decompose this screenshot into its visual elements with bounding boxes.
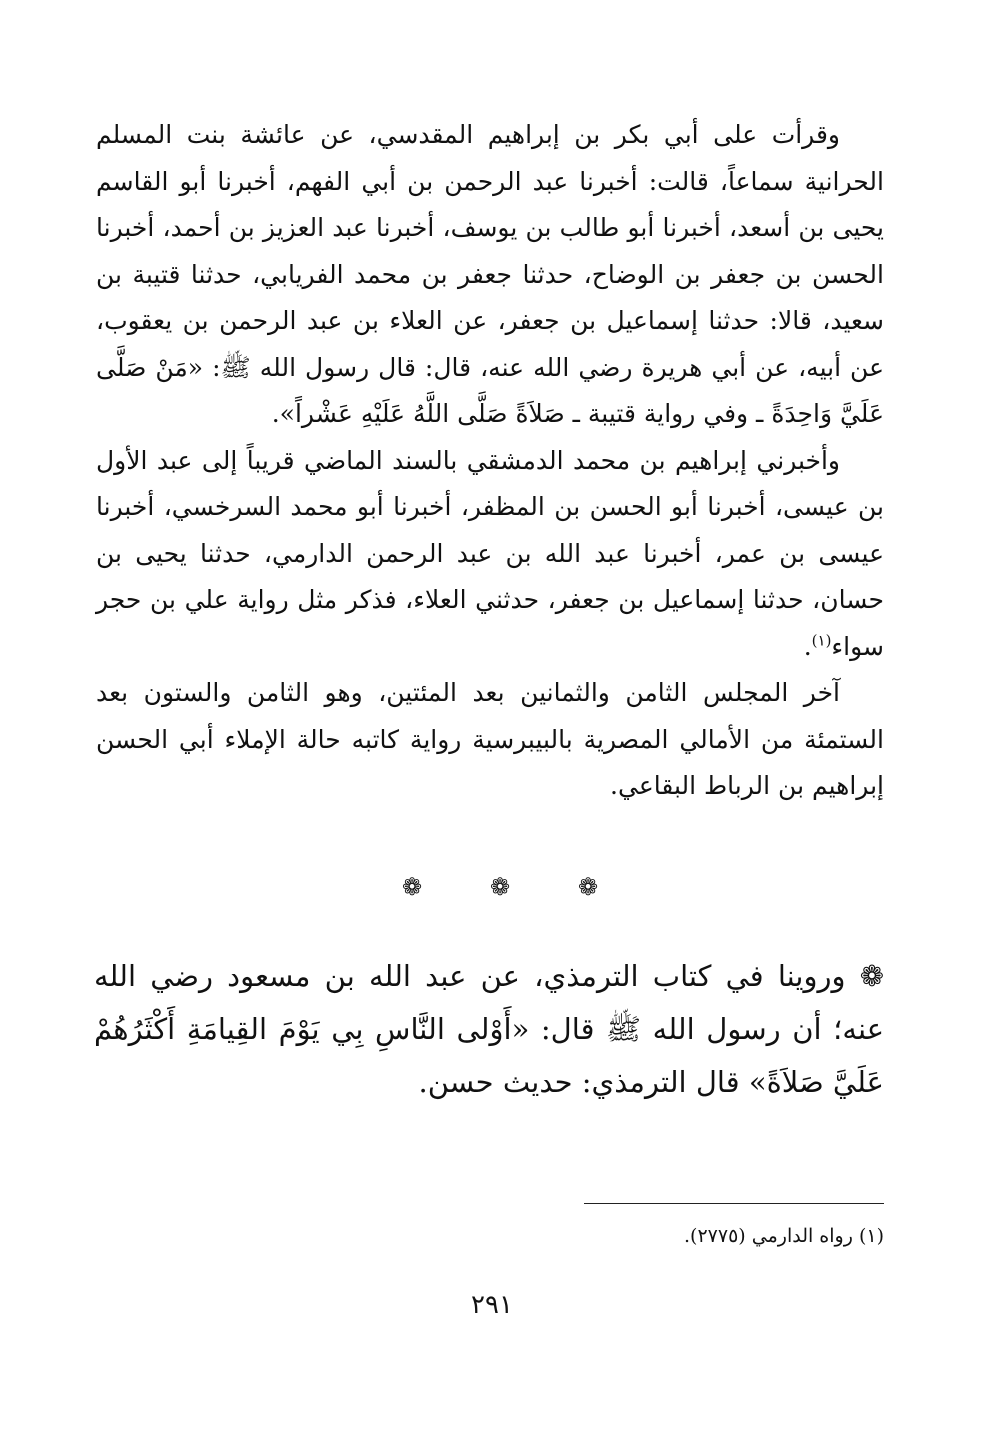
paragraph-1	[96, 112, 884, 438]
paragraph-3: آخر المجلس الثامن والثمانين بعد المئتين، وهو الثامن والستون بعد الستمئة من الأمالي المصرية بالبيبرسية رواية كاتبه حالة الإملاء أبي الحسن إبراهيم بن الرباط البقاعي.	[96, 678, 884, 800]
hadith-grading: قال الترمذي: حديث حسن.	[418, 1065, 749, 1099]
hadith-paragraph	[94, 950, 884, 1109]
footnote-number: (١)	[858, 1225, 884, 1247]
paragraph-2-end: .	[803, 631, 812, 661]
hadith-quote: «أَوْلى النَّاسِ بِي يَوْمَ القِيامَةِ أَكْثَرُهُمْ عَلَيَّ صَلاَةً»	[94, 1012, 884, 1099]
footnote-divider	[584, 1203, 884, 1204]
footnote-text: رواه الدارمي (٢٧٧٥).	[684, 1225, 853, 1247]
separator-ornament-icon: ❁	[401, 873, 423, 901]
paragraph-2	[96, 438, 884, 671]
paragraph-2-text: وأخبرني إبراهيم بن محمد الدمشقي بالسند الماضي قريباً إلى عبد الأول بن عيسى، أخبرنا أبو الحسن بن المظفر، أخبرنا أبو محمد السرخسي، أخبرنا عيسى بن عمر، أخبرنا عبد الله بن عبد الرحمن الدارمي، حدثنا يحيى بن حسان، حدثنا إسماعيل بن جعفر، حدثني العلاء، فذكر مثل رواية علي بن حجر سواء	[96, 445, 884, 661]
page-number: ٢٩١	[471, 1290, 513, 1320]
hadith-quote-part-2: صَلاَةً صَلَّى اللَّهُ عَلَيْهِ عَشْراً»	[279, 399, 565, 428]
footnote-reference[interactable]: (١)	[811, 631, 832, 650]
section-separator	[400, 872, 600, 902]
hadith-section	[94, 950, 884, 1109]
footnote	[96, 1222, 884, 1250]
hadith-marker-icon: ❁	[859, 959, 884, 993]
separator-ornament-icon: ❁	[489, 873, 511, 901]
hadith-intro: وروينا في كتاب الترمذي، عن عبد الله بن مسعود رضي الله عنه؛ أن رسول الله ﷺ قال:	[94, 959, 884, 1046]
paragraph-1-isnad: وقرأت على أبي بكر بن إبراهيم المقدسي، عن عائشة بنت المسلم الحرانية سماعاً، قالت: أخبرنا عبد الرحمن بن أبي الفهم، أخبرنا أبو القاسم يحيى بن أسعد، أخبرنا أبو طالب بن يوسف، أخبرنا عبد العزيز بن أحمد، أخبرنا الحسن بن جعفر بن الوضاح، حدثنا جعفر بن محمد الفريابي، حدثنا قتيبة بن سعيد، قالا: حدثنا إسماعيل بن جعفر، عن العلاء بن عبد الرحمن بن يعقوب، عن أبيه، عن أبي هريرة رضي الله عنه، قال: قال رسول الله ﷺ:	[96, 120, 884, 382]
narration-variant-note: ـ وفي رواية قتيبة ـ	[564, 399, 772, 428]
main-text	[96, 112, 884, 810]
paragraph-1-end: .	[271, 399, 280, 428]
hadith-quote-part-1: «مَنْ صَلَّى عَلَيَّ وَاحِدَةً	[96, 352, 884, 428]
separator-ornament-icon: ❁	[577, 873, 599, 901]
